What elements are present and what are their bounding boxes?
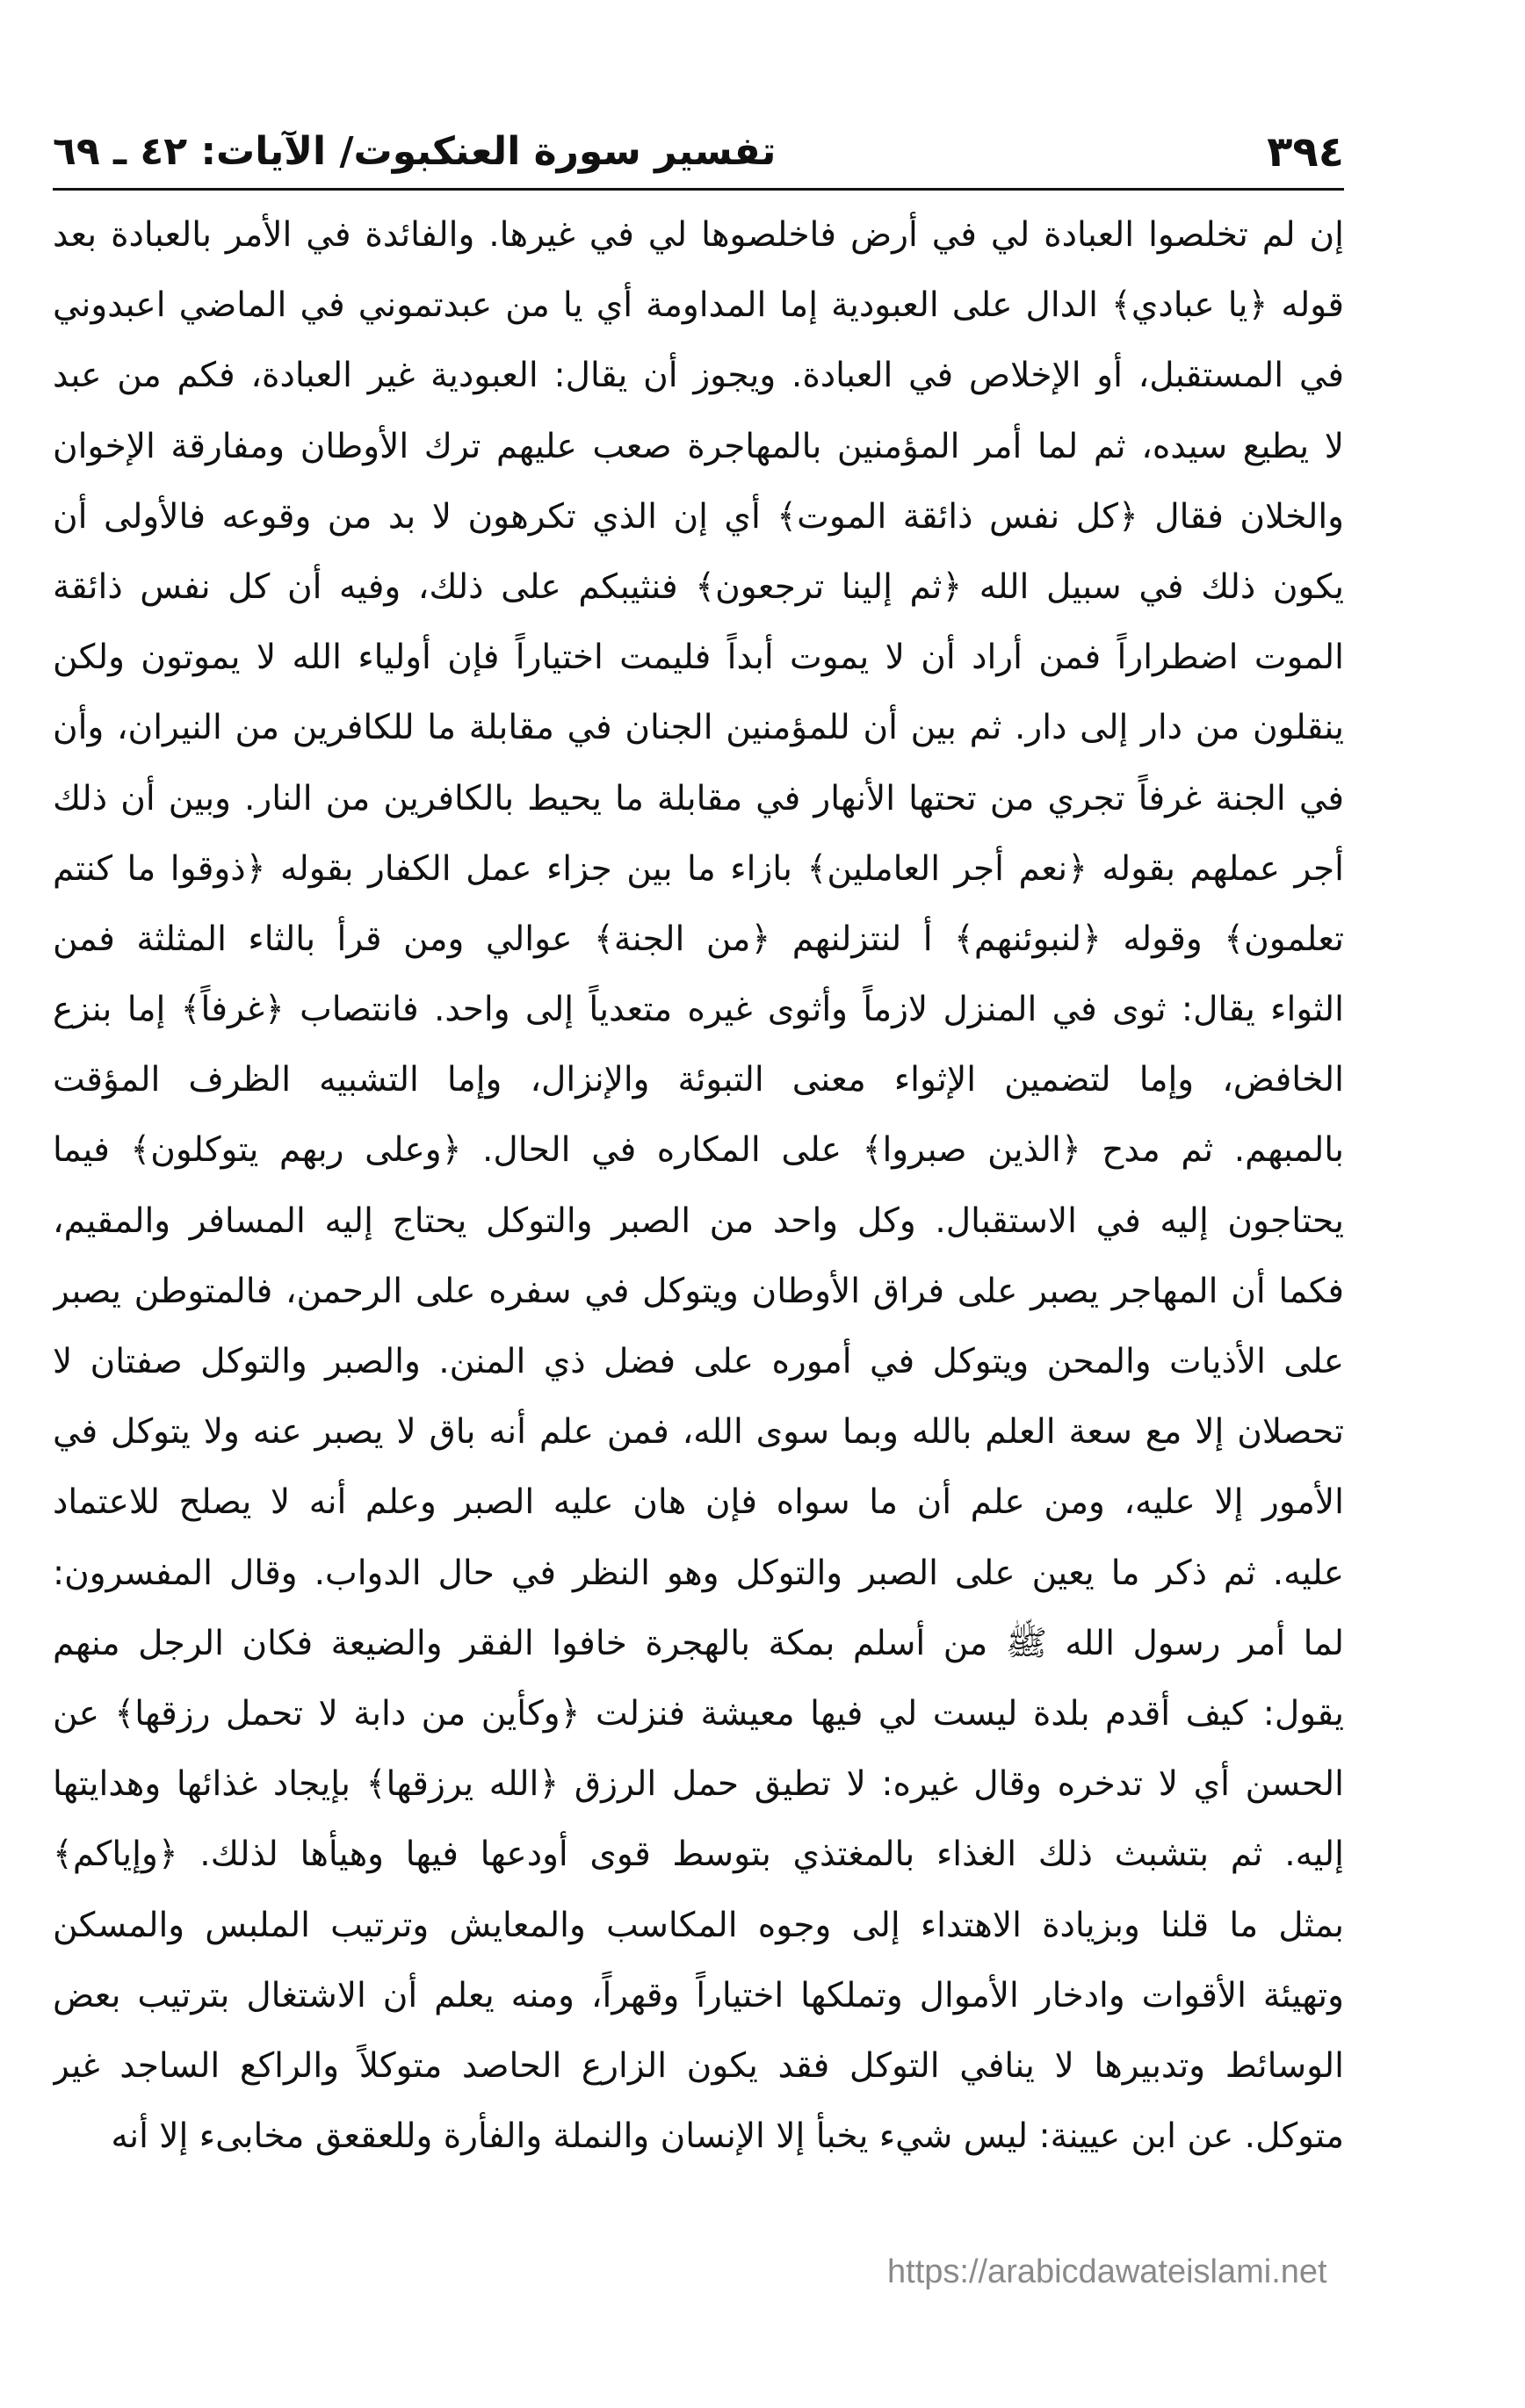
text-line: عليه. ثم ذكر ما يعين على الصبر والتوكل وهو النظر في حال الدواب. وقال المفسرون:: [53, 1553, 1344, 1593]
text-line: والخلان فقال ﴿كل نفس ذائقة الموت﴾ أي إن الذي تكرهون لا بد من وقوعه فالأولى أن: [53, 496, 1344, 537]
text-line: أجر عملهم بقوله ﴿نعم أجر العاملين﴾ بازاء ما بين جزاء عمل الكفار بقوله ﴿ذوقوا ما كنتم: [53, 848, 1344, 889]
header-divider: [53, 188, 1344, 191]
watermark-url: https://arabicdawateislami.net: [887, 2253, 1327, 2290]
text-line: إن لم تخلصوا العبادة لي في أرض فاخلصوها لي في غيرها. والفائدة في الأمر بالعبادة بعد: [53, 215, 1344, 255]
text-line: تعلمون﴾ وقوله ﴿لنبوئنهم﴾ أ لنتزلنهم ﴿من الجنة﴾ عوالي ومن قرأ بالثاء المثلثة فمن: [53, 919, 1344, 959]
text-line: وتهيئة الأقوات وادخار الأموال وتملكها اختياراً وقهراً، ومنه يعلم أن الاشتغال بترتيب بعض: [53, 1975, 1344, 2015]
text-line: في الجنة غرفاً تجري من تحتها الأنهار في مقابلة ما يحيط بالكافرين من النار. وبين أن ذلك: [53, 778, 1344, 818]
text-line: بمثل ما قلنا وبزيادة الاهتداء إلى وجوه المكاسب والمعايش وترتيب الملبس والمسكن: [53, 1905, 1344, 1945]
text-line: الحسن أي لا تدخره وقال غيره: لا تطيق حمل الرزق ﴿الله يرزقها﴾ بإيجاد غذائها وهدايتها: [53, 1764, 1344, 1805]
text-line: يكون ذلك في سبيل الله ﴿ثم إلينا ترجعون﴾ فنثيبكم على ذلك، وفيه أن كل نفس ذائقة: [53, 566, 1344, 607]
text-line: إليه. ثم بتشبث ذلك الغذاء بالمغتذي بتوسط قوى أودعها فيها وهيأها لذلك. ﴿وإياكم﴾: [53, 1835, 1344, 1875]
text-line: يقول: كيف أقدم بلدة ليست لي فيها معيشة فنزلت ﴿وكأين من دابة لا تحمل رزقها﴾ عن: [53, 1693, 1344, 1734]
text-line: الموت اضطراراً فمن أراد أن لا يموت أبداً فليمت اختياراً فإن أولياء الله لا يموتون ولكن: [53, 638, 1344, 678]
text-line: قوله ﴿يا عبادي﴾ الدال على العبودية إما المداومة أي يا من عبدتموني في الماضي اعبدوني: [53, 285, 1344, 326]
text-line: بالمبهم. ثم مدح ﴿الذين صبروا﴾ على المكاره في الحال. ﴿وعلى ربهم يتوكلون﴾ فيما: [53, 1130, 1344, 1171]
text-line: تحصلان إلا مع سعة العلم بالله وبما سوى الله، فمن علم أنه باق لا يصبر عنه ولا يتوكل في: [53, 1412, 1344, 1453]
text-line: يحتاجون إليه في الاستقبال. وكل واحد من الصبر والتوكل يحتاج إليه المسافر والمقيم،: [53, 1200, 1344, 1241]
running-header: [53, 121, 1344, 183]
text-line: لا يطيع سيده، ثم لما أمر المؤمنين بالمهاجرة صعب عليهم ترك الأوطان ومفارقة الإخوان: [53, 426, 1344, 466]
text-line: الثواء يقال: ثوى في المنزل لازماً وأثوى غيره متعدياً إلى واحد. فانتصاب ﴿غرفاً﴾ إما بنزع: [53, 990, 1344, 1030]
text-line: الخافض، وإما لتضمين الإثواء معنى التبوئة والإنزال، وإما التشبيه الظرف المؤقت: [53, 1060, 1344, 1100]
text-line: فكما أن المهاجر يصبر على فراق الأوطان ويتوكل في سفره على الرحمن، فالمتوطن يصبر: [53, 1271, 1344, 1311]
text-line: الأمور إلا عليه، ومن علم أن ما سواه فإن هان عليه الصبر وعلم أنه لا يصلح للاعتماد: [53, 1482, 1344, 1523]
text-line: في المستقبل، أو الإخلاص في العبادة. ويجوز أن يقال: العبودية غير العبادة، فكم من عبد: [53, 356, 1344, 396]
running-title: تفسير سورة العنكبوت/ الآيات: ٤٢ ـ ٦٩: [53, 129, 777, 174]
text-line: على الأذيات والمحن ويتوكل في أموره على فضل ذي المنن. والصبر والتوكل صفتان لا: [53, 1342, 1344, 1381]
page-number: ٣٩٤: [1267, 127, 1344, 177]
tafsir-text: [53, 200, 1344, 2172]
text-line: متوكل. عن ابن عيينة: ليس شيء يخبأ إلا الإنسان والنملة والفأرة وللعقعق مخابىء إلا أنه: [111, 2116, 1344, 2157]
text-line: ينقلون من دار إلى دار. ثم بين أن للمؤمنين الجنان في مقابلة ما للكافرين من النيران، وأن: [53, 708, 1344, 748]
text-line: الوسائط وتدبيرها لا ينافي التوكل فقد يكون الزارع الحاصد متوكلاً والراكع الساجد غير: [53, 2045, 1344, 2086]
text-line: لما أمر رسول الله ﷺ من أسلم بمكة بالهجرة خافوا الفقر والضيعة فكان الرجل منهم: [53, 1623, 1344, 1663]
